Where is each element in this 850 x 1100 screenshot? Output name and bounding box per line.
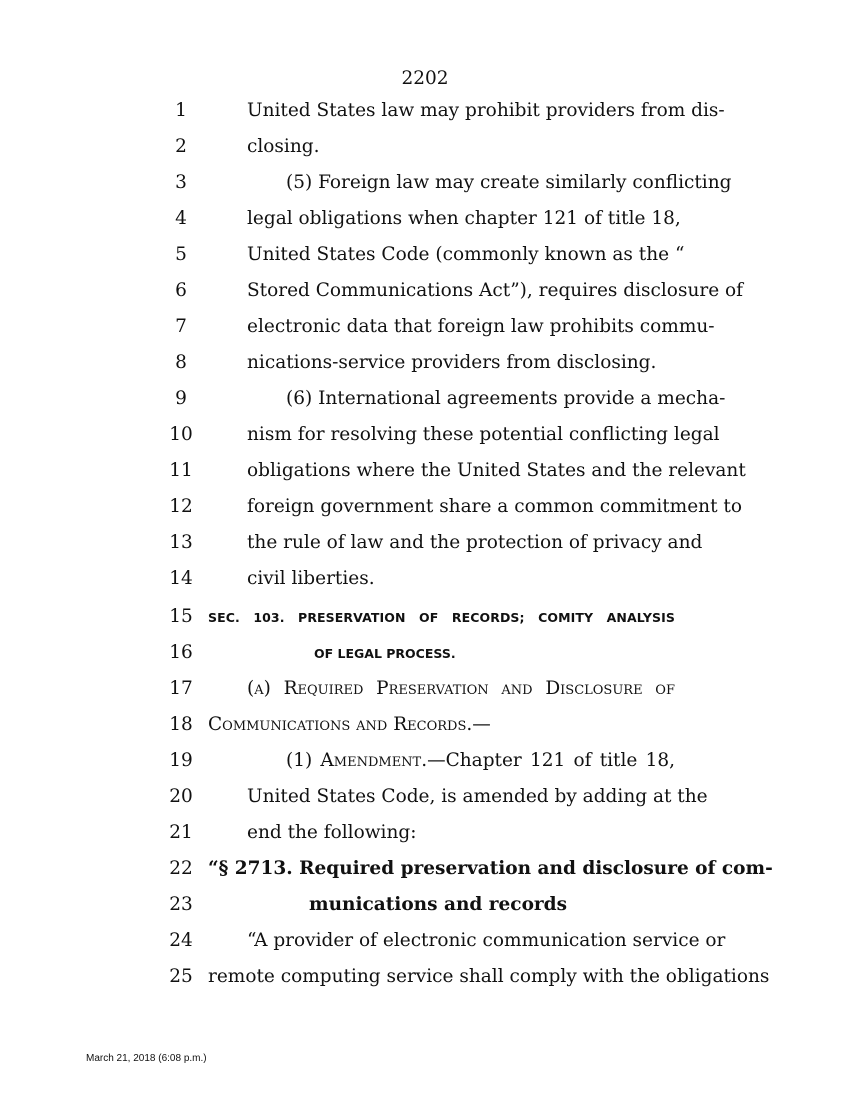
document-line	[0, 316, 850, 352]
line-number: 20	[169, 786, 193, 807]
line-number: 23	[169, 894, 193, 915]
line-text: United States Code (commonly known as the “	[247, 244, 685, 265]
line-number: 13	[169, 532, 193, 553]
subsection-heading-continued: Communications and Records.—	[208, 714, 491, 735]
line-number: 2	[175, 136, 187, 157]
line-number: 21	[169, 822, 193, 843]
document-line	[0, 280, 850, 316]
line-number: 7	[175, 316, 187, 337]
line-number: 24	[169, 930, 193, 951]
line-number: 3	[175, 172, 187, 193]
line-number: 15	[169, 606, 193, 627]
section-heading-line	[0, 606, 850, 642]
paragraph-label: (1)	[286, 750, 321, 771]
section-heading: SEC. 103. PRESERVATION OF RECORDS; COMITY ANALYSIS	[208, 610, 675, 625]
line-text: (6) International agreements provide a mecha-	[286, 388, 726, 409]
section-heading-line	[0, 642, 850, 678]
statute-heading-continued: munications and records	[309, 894, 568, 915]
document-line	[0, 496, 850, 532]
statute-heading: “§ 2713. Required preservation and disclosure of com-	[208, 858, 773, 879]
line-text: United States law may prohibit providers from dis-	[247, 100, 725, 121]
line-text	[286, 750, 675, 771]
line-text: electronic data that foreign law prohibits commu-	[247, 316, 715, 337]
line-number: 1	[175, 100, 187, 121]
line-number: 10	[169, 424, 193, 445]
document-line	[0, 966, 850, 1002]
document-line	[0, 388, 850, 424]
document-line	[0, 930, 850, 966]
line-text: foreign government share a common commitment to	[247, 496, 742, 517]
line-text: (5) Foreign law may create similarly conflicting	[286, 172, 732, 193]
document-line	[0, 208, 850, 244]
amendment-label: Amendment.	[320, 750, 428, 771]
statute-heading-line	[0, 894, 850, 930]
subsection-heading: (a) Required Preservation and Disclosure of	[247, 678, 675, 699]
line-number: 5	[175, 244, 187, 265]
line-text: end the following:	[247, 822, 417, 843]
document-line	[0, 750, 850, 786]
line-text: Stored Communications Act”), requires disclosure of	[247, 280, 744, 301]
line-text: United States Code, is amended by adding at the	[247, 786, 708, 807]
document-line	[0, 244, 850, 280]
document-line	[0, 786, 850, 822]
line-text: nications-service providers from disclosing.	[247, 352, 657, 373]
line-number: 4	[175, 208, 187, 229]
section-heading-continued: OF LEGAL PROCESS.	[314, 646, 456, 661]
line-number: 6	[175, 280, 187, 301]
document-line	[0, 822, 850, 858]
line-text: obligations where the United States and the relevant	[247, 460, 746, 481]
document-line	[0, 100, 850, 136]
line-text: legal obligations when chapter 121 of title 18,	[247, 208, 681, 229]
document-line	[0, 352, 850, 388]
line-number: 19	[169, 750, 193, 771]
document-line	[0, 678, 850, 714]
document-line	[0, 568, 850, 604]
document-line	[0, 460, 850, 496]
document-line	[0, 172, 850, 208]
line-number: 8	[175, 352, 187, 373]
line-number: 11	[169, 460, 193, 481]
line-text: civil liberties.	[247, 568, 375, 589]
line-number: 14	[169, 568, 193, 589]
line-number: 22	[169, 858, 193, 879]
line-number: 12	[169, 496, 193, 517]
line-text: remote computing service shall comply with the obligations	[208, 966, 770, 987]
document-line	[0, 136, 850, 172]
line-number: 16	[169, 642, 193, 663]
line-number: 9	[175, 388, 187, 409]
line-number: 25	[169, 966, 193, 987]
document-line	[0, 532, 850, 568]
footer-timestamp: March 21, 2018 (6:08 p.m.)	[86, 1053, 207, 1064]
page-number: 2202	[401, 68, 449, 89]
line-number: 17	[169, 678, 193, 699]
line-text: nism for resolving these potential conflicting legal	[247, 424, 720, 445]
line-text-rest: —Chapter 121 of title 18,	[427, 750, 675, 771]
document-line	[0, 424, 850, 460]
line-text: closing.	[247, 136, 320, 157]
line-text: the rule of law and the protection of privacy and	[247, 532, 703, 553]
document-line	[0, 714, 850, 750]
statute-heading-line	[0, 858, 850, 894]
line-text: “A provider of electronic communication service or	[247, 930, 726, 951]
line-number: 18	[169, 714, 193, 735]
